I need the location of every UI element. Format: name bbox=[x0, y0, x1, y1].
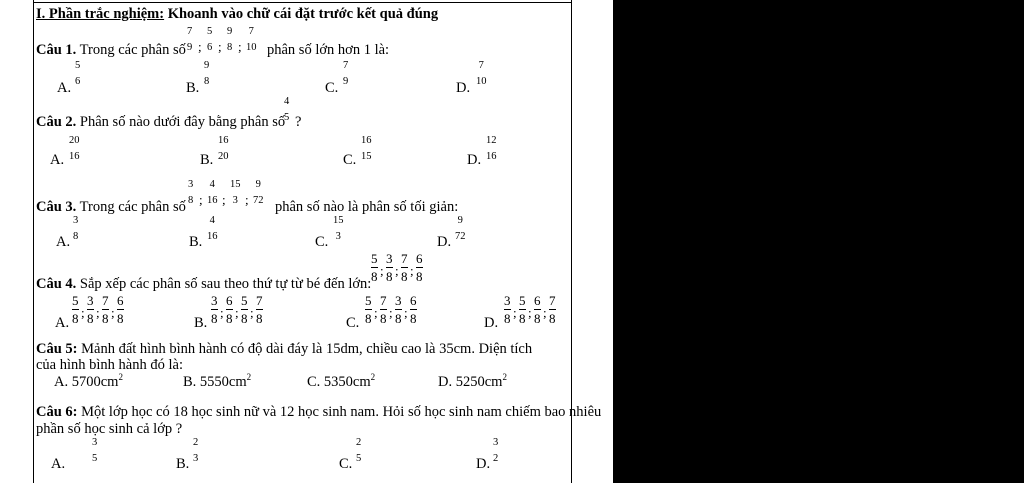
q3-frac-3: 15 3 bbox=[230, 179, 241, 206]
section-heading bbox=[36, 6, 438, 22]
q1-text-after: phân số lớn hơn 1 là: bbox=[267, 42, 390, 58]
q6-option-a-letter[interactable]: A. bbox=[51, 456, 66, 472]
q3-option-c-letter[interactable]: C. bbox=[315, 234, 329, 250]
q2-option-b-letter[interactable]: B. bbox=[200, 152, 214, 168]
q1-option-c-letter[interactable]: C. bbox=[325, 80, 339, 96]
q5-option-a[interactable]: A. $5700cm^2$ bbox=[54, 372, 123, 390]
q3-text-before: Trong các phân số bbox=[76, 199, 186, 215]
q1-stem bbox=[36, 42, 186, 58]
q4-option-b-letter[interactable]: B. bbox=[194, 315, 208, 331]
q4-option-c-letter[interactable]: C. bbox=[346, 315, 360, 331]
q1-frac-3: 9 8 bbox=[227, 26, 233, 53]
q1-label: Câu 1. bbox=[36, 42, 77, 58]
q3-option-d-letter[interactable]: D. bbox=[437, 234, 452, 250]
q4-option-d-letter[interactable]: D. bbox=[484, 315, 499, 331]
q1-frac-4: 7 10 bbox=[246, 26, 257, 53]
q2-label: Câu 2. bbox=[36, 114, 77, 130]
worksheet-page: I. Phần trắc nghiệm: Khoanh vào chữ cái đặt trước kết quả đúng Câu 1. Trong các phân số 7 9 ; 5 6 ; 9 8 ; 7 10 phân số lớn hơn 1 là: A. 5 6 B. 9 8 C. 7 9 D. 7 10 Câu 2. Phân số nào dưới đây bằng phân số 4 5 ? A. 20 16 B. 16 20 C. 16 15 D. 12 16 Câu 3. Trong các phân số 3 8 ; 4 16 ; 15 3 ; 9 72 phân số nào là phân số tối giản: A. 3 8 B. 4 16 C. 15 3 D. 9 72 Câu 4. Sắp xếp các phân số sau theo thứ tự từ bé đến lớn: 5 8 ; 3 8 ; 7 8 ; 6 8 A. 5 8 ; 3 8 ; 7 8 ; 6 8 B. 3 8 ; 6 8 ; 5 8 ; 7 8 C. 5 8 ; 7 8 ; 3 8 ; 6 8 D. 3 8 ; 5 8 ; 6 8 ; 7 8 Câu 5: Mảnh đất hình bình hành có độ dài đáy là 15dm, chiều cao là 35cm. Diện tích của hình bình hành đó là: A. $5700cm^2$ B. $5550cm^2$ C. $5350cm^2$ D. $5250cm^2$ Câu 6: Một lớp học có 18 học sinh nữ và 12 học sinh nam. Hỏi số học sinh nam chiếm bao nhiêu phần số học sinh cả lớp ? A. 3 5 B. 2 3 C. 2 5 D. 3 2 bbox=[0, 0, 613, 483]
section-instruction: Khoanh vào chữ cái đặt trước kết quả đúng bbox=[164, 6, 439, 22]
q3-frac-2: 4 16 bbox=[207, 179, 218, 206]
q1-option-b-letter[interactable]: B. bbox=[186, 80, 200, 96]
q3-option-d-frac: 9 72 bbox=[455, 215, 466, 242]
q3-option-a-letter[interactable]: A. bbox=[56, 234, 71, 250]
q3-option-b-letter[interactable]: B. bbox=[189, 234, 203, 250]
q2-option-a-letter[interactable]: A. bbox=[50, 152, 65, 168]
left-border bbox=[33, 0, 34, 483]
q6-option-d-frac: 3 2 bbox=[493, 437, 499, 464]
q1-option-c-frac: 7 9 bbox=[343, 60, 349, 87]
q6-option-b-letter[interactable]: B. bbox=[176, 456, 190, 472]
q6-label: Câu 6: bbox=[36, 404, 78, 420]
q1-option-a-frac: 5 6 bbox=[75, 60, 81, 87]
section-title: I. Phần trắc nghiệm: bbox=[36, 6, 165, 22]
q2-option-c-frac: 16 15 bbox=[361, 135, 372, 162]
q5-option-b[interactable]: B. $5550cm^2$ bbox=[183, 372, 252, 390]
q6-option-a-frac: 3 5 bbox=[92, 437, 98, 464]
q3-text-after: phân số nào là phân số tối giản: bbox=[275, 199, 459, 215]
q6-option-d-letter[interactable]: D. bbox=[476, 456, 491, 472]
q3-option-c-frac: 15 3 bbox=[333, 215, 344, 242]
q2-option-c-letter[interactable]: C. bbox=[343, 152, 357, 168]
q6-text-line1: Một lớp học có 18 học sinh nữ và 12 học sinh nam. Hỏi số học sinh nam chiếm bao nhiêu bbox=[77, 404, 602, 420]
q3-option-a-frac: 3 8 bbox=[73, 215, 79, 242]
q4-label: Câu 4. bbox=[36, 276, 77, 292]
q1-text-before: Trong các phân số bbox=[76, 42, 186, 58]
q1-option-a-letter[interactable]: A. bbox=[57, 80, 72, 96]
q5-label: Câu 5: bbox=[36, 341, 78, 357]
q1-frac-1: 7 9 bbox=[187, 26, 193, 53]
q2-option-a-frac: 20 16 bbox=[69, 135, 80, 162]
q6-stem-line1 bbox=[36, 404, 601, 420]
q5-text-line2: của hình bình hành đó là: bbox=[36, 357, 183, 373]
q2-stem bbox=[36, 114, 285, 130]
q4-stem bbox=[36, 276, 371, 292]
q2-option-b-frac: 16 20 bbox=[218, 135, 229, 162]
q5-stem-line1 bbox=[36, 341, 532, 357]
q3-stem bbox=[36, 199, 186, 215]
q6-option-c-letter[interactable]: C. bbox=[339, 456, 353, 472]
top-border bbox=[33, 2, 571, 3]
q6-option-c-frac: 2 5 bbox=[356, 437, 362, 464]
q1-option-d-letter[interactable]: D. bbox=[456, 80, 471, 96]
q2-given-frac: 4 5 bbox=[284, 96, 290, 123]
q1-option-d-frac: 7 10 bbox=[476, 60, 487, 87]
q3-frac-4: 9 72 bbox=[253, 179, 264, 206]
q5-option-c[interactable]: C. $5350cm^2$ bbox=[307, 372, 376, 390]
q2-option-d-frac: 12 16 bbox=[486, 135, 497, 162]
q5-option-d[interactable]: D. $5250cm^2$ bbox=[438, 372, 507, 390]
q5-text-line1: Mảnh đất hình bình hành có độ dài đáy là 15dm, chiều cao là 35cm. Diện tích bbox=[77, 341, 533, 357]
q6-option-b-frac: 2 3 bbox=[193, 437, 199, 464]
q2-text-after: ? bbox=[295, 114, 302, 130]
q3-option-b-frac: 4 16 bbox=[207, 215, 218, 242]
q2-option-d-letter[interactable]: D. bbox=[467, 152, 482, 168]
q3-frac-1: 3 8 bbox=[188, 179, 194, 206]
q6-text-line2: phần số học sinh cả lớp ? bbox=[36, 421, 183, 437]
q1-option-b-frac: 9 8 bbox=[204, 60, 210, 87]
q4-text-before: Sắp xếp các phân số sau theo thứ tự từ bé đến lớn: bbox=[76, 276, 372, 292]
q2-text-before: Phân số nào dưới đây bằng phân số bbox=[76, 114, 286, 130]
q3-label: Câu 3. bbox=[36, 199, 77, 215]
q1-frac-2: 5 6 bbox=[207, 26, 213, 53]
q4-option-a-letter[interactable]: A. bbox=[55, 315, 70, 331]
